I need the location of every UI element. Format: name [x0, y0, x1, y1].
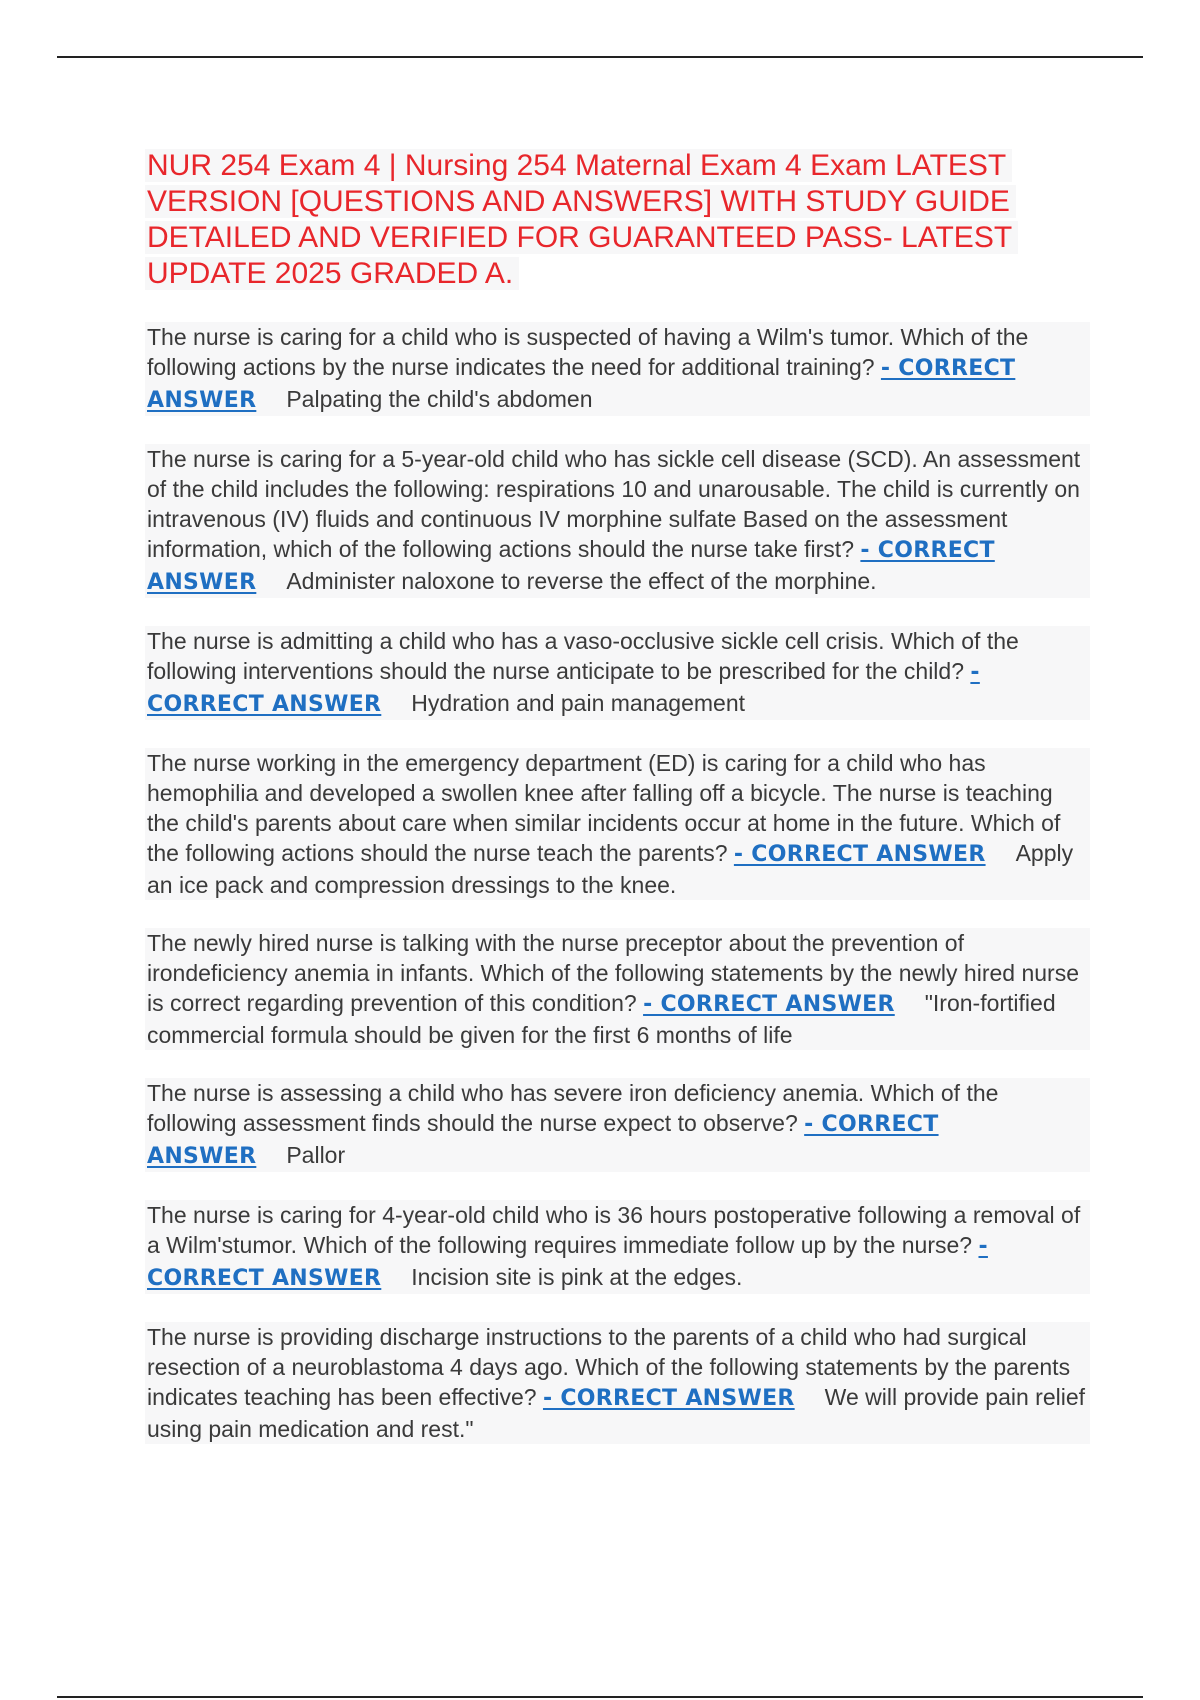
qa-item-5	[145, 928, 1090, 1050]
qa-item-4	[145, 748, 1090, 900]
qa-item-6	[145, 1078, 1090, 1172]
answer-text: Apply an ice pack and compression dressings to the knee.	[147, 840, 1074, 898]
question-text: The nurse is assessing a child who has severe iron deficiency anemia. Which of the following assessment finds should the nurse expect to observe?	[147, 1080, 999, 1136]
question-text: The nurse is providing discharge instructions to the parents of a child who had surgical resection of a neuroblastoma 4 days ago. Which of the following statements by the parents indicates teaching has been effective?	[147, 1324, 1071, 1410]
correct-answer-tag: - CORRECT ANSWER	[147, 356, 1016, 413]
correct-answer-tag: - CORRECT ANSWER	[147, 538, 995, 595]
correct-answer-tag: - CORRECT ANSWER	[147, 1234, 988, 1291]
document-body	[145, 148, 1090, 1472]
correct-answer-tag: - CORRECT ANSWER	[733, 842, 986, 867]
qa-item-7	[145, 1200, 1090, 1294]
question-text: The newly hired nurse is talking with the nurse preceptor about the prevention of irondeficiency anemia in infants. Which of the following statements by the newly hired nurse is correct regarding prevention of this condition?	[147, 930, 1079, 1016]
title-block	[145, 148, 1090, 292]
qa-item-2	[145, 444, 1090, 598]
answer-text: Incision site is pink at the edges.	[411, 1264, 743, 1290]
question-text: The nurse is caring for 4-year-old child who is 36 hours postoperative following a removal of a Wilm'stumor. Which of the following requires immediate follow up by the nurse?	[147, 1202, 1081, 1258]
correct-answer-tag: - CORRECT ANSWER	[147, 1112, 939, 1169]
correct-answer-tag: - CORRECT ANSWER	[643, 992, 895, 1017]
question-text: The nurse working in the emergency department (ED) is caring for a child who has hemophilia and developed a swollen knee after falling off a bicycle. The nurse is teaching the child's parents about care when similar incidents occur at home in the future. Which of the following actions should the nurse teach the parents?	[147, 750, 1061, 866]
question-text: The nurse is caring for a 5-year-old child who has sickle cell disease (SCD). An assessment of the child includes the following: respirations 10 and unarousable. The child is currently on intravenous (IV) fluids and continuous IV morphine sulfate Based on the assessment information, which of the following actions should the nurse take first?	[147, 446, 1081, 562]
answer-text: Palpating the child's abdomen	[286, 386, 593, 412]
answer-text: Hydration and pain management	[411, 690, 746, 716]
qa-item-3	[145, 626, 1090, 720]
document-title: NUR 254 Exam 4 | Nursing 254 Maternal Exam 4 Exam LATEST VERSION [QUESTIONS AND ANSWERS] WITH STUDY GUIDE DETAILED AND VERIFIED FOR GUARANTEED PASS- LATEST UPDATE 2025 GRADED A.	[145, 149, 1018, 290]
answer-text: Administer naloxone to reverse the effect of the morphine.	[286, 568, 877, 594]
qa-item-8	[145, 1322, 1090, 1444]
correct-answer-tag: - CORRECT ANSWER	[542, 1386, 795, 1411]
answer-text: "Iron-fortified commercial formula should be given for the first 6 months of life	[147, 990, 1056, 1048]
answer-text: Pallor	[286, 1142, 346, 1168]
top-rule	[57, 56, 1143, 58]
question-text: The nurse is caring for a child who is suspected of having a Wilm's tumor. Which of the following actions by the nurse indicates the need for additional training?	[147, 324, 1029, 380]
answer-text: We will provide pain relief using pain medication and rest."	[147, 1384, 1086, 1442]
correct-answer-tag: - CORRECT ANSWER	[147, 660, 980, 717]
bottom-rule	[57, 1696, 1143, 1698]
question-text: The nurse is admitting a child who has a vaso-occlusive sickle cell crisis. Which of the following interventions should the nurse anticipate to be prescribed for the child?	[147, 628, 1019, 684]
qa-item-1	[145, 322, 1090, 416]
